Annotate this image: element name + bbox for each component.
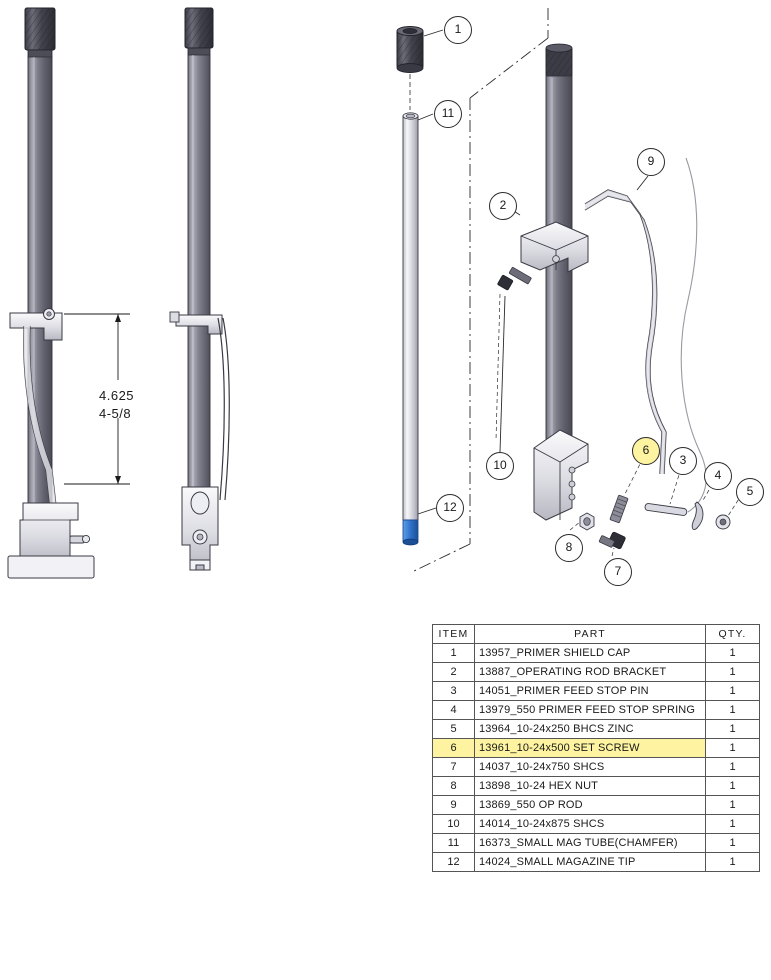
balloon-callout-7[interactable]: 7 [604, 558, 632, 586]
balloon-callout-8[interactable]: 8 [555, 534, 583, 562]
table-row[interactable] [433, 682, 760, 701]
part-bhcs-zinc [716, 515, 730, 529]
cell-item-number: 4 [433, 701, 475, 720]
balloon-callout-5[interactable]: 5 [736, 478, 764, 506]
part-small-mag-tube [403, 113, 418, 520]
part-lower-housing-exploded [534, 430, 588, 520]
part-set-screw-6 [610, 495, 628, 523]
table-row[interactable] [433, 853, 760, 872]
cell-item-number: 11 [433, 834, 475, 853]
cell-item-number: 3 [433, 682, 475, 701]
dimension-decimal-label: 4.625 [99, 388, 135, 403]
table-body [433, 644, 760, 872]
cell-quantity: 1 [706, 758, 760, 777]
cell-quantity: 1 [706, 682, 760, 701]
column-header-part: PART [475, 625, 706, 644]
balloon-callout-10[interactable]: 10 [486, 452, 514, 480]
cell-part-name: 13964_10-24x250 BHCS ZINC [475, 720, 706, 739]
balloon-callout-6[interactable]: 6 [632, 437, 660, 465]
balloon-callout-1[interactable]: 1 [444, 16, 472, 44]
view-front-assembly [8, 8, 94, 578]
part-primer-feed-stop-pin [645, 503, 688, 516]
part-small-magazine-tip [403, 520, 418, 545]
cell-item-number: 7 [433, 758, 475, 777]
column-header-item: ITEM [433, 625, 475, 644]
cell-part-name: 13957_PRIMER SHIELD CAP [475, 644, 706, 663]
cell-quantity: 1 [706, 720, 760, 739]
view-side-assembly [170, 8, 229, 570]
cell-quantity: 1 [706, 853, 760, 872]
dimension-fraction-label: 4-5/8 [99, 406, 132, 421]
balloon-callout-12[interactable]: 12 [436, 494, 464, 522]
cell-part-name: 14051_PRIMER FEED STOP PIN [475, 682, 706, 701]
cell-part-name: 14014_10-24x875 SHCS [475, 815, 706, 834]
cell-part-name: 13961_10-24x500 SET SCREW [475, 739, 706, 758]
cell-part-name: 13898_10-24 HEX NUT [475, 777, 706, 796]
balloon-callout-11[interactable]: 11 [434, 100, 462, 128]
cell-part-name: 13869_550 OP ROD [475, 796, 706, 815]
part-hex-nut [580, 513, 594, 530]
cell-quantity: 1 [706, 796, 760, 815]
cell-quantity: 1 [706, 777, 760, 796]
cell-item-number: 6 [433, 739, 475, 758]
table-row[interactable] [433, 739, 760, 758]
balloon-callout-3[interactable]: 3 [669, 447, 697, 475]
balloon-callout-9[interactable]: 9 [637, 148, 665, 176]
cell-item-number: 1 [433, 644, 475, 663]
table-row[interactable] [433, 796, 760, 815]
cell-quantity: 1 [706, 815, 760, 834]
part-shcs-10 [497, 267, 531, 290]
cell-item-number: 2 [433, 663, 475, 682]
cell-quantity: 1 [706, 834, 760, 853]
cell-part-name: 13887_OPERATING ROD BRACKET [475, 663, 706, 682]
cell-item-number: 8 [433, 777, 475, 796]
balloon-callout-2[interactable]: 2 [489, 192, 517, 220]
cell-part-name: 13979_550 PRIMER FEED STOP SPRING [475, 701, 706, 720]
table-row[interactable] [433, 663, 760, 682]
cell-quantity: 1 [706, 701, 760, 720]
table-row[interactable] [433, 777, 760, 796]
view-exploded [397, 8, 742, 572]
cell-item-number: 12 [433, 853, 475, 872]
table-header-row [433, 625, 760, 644]
part-primer-feed-stop-spring [692, 502, 703, 530]
bill-of-materials-table [432, 624, 760, 872]
table-row[interactable] [433, 758, 760, 777]
cell-part-name: 16373_SMALL MAG TUBE(CHAMFER) [475, 834, 706, 853]
table-row[interactable] [433, 701, 760, 720]
table-row[interactable] [433, 815, 760, 834]
table-row[interactable] [433, 834, 760, 853]
cell-quantity: 1 [706, 644, 760, 663]
balloon-callout-4[interactable]: 4 [704, 462, 732, 490]
cell-quantity: 1 [706, 739, 760, 758]
cell-quantity: 1 [706, 663, 760, 682]
cell-item-number: 5 [433, 720, 475, 739]
part-shcs-7 [599, 532, 626, 550]
column-header-qty: QTY. [706, 625, 760, 644]
cell-part-name: 14037_10-24x750 SHCS [475, 758, 706, 777]
part-primer-shield-cap [397, 27, 423, 73]
table-row[interactable] [433, 720, 760, 739]
cell-part-name: 14024_SMALL MAGAZINE TIP [475, 853, 706, 872]
cell-item-number: 9 [433, 796, 475, 815]
cell-item-number: 10 [433, 815, 475, 834]
table-row[interactable] [433, 644, 760, 663]
